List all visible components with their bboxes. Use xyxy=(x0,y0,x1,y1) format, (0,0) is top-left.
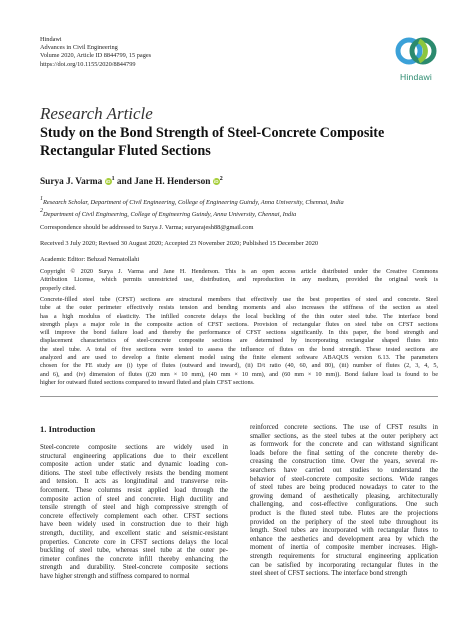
abstract-line: will improve the bond failure load and thereby the performance of CFST sections significantly. In this paper, the bond strength and xyxy=(40,329,438,337)
body-line: behavior of steel-concrete composite sections. Wide ranges xyxy=(250,475,438,483)
orcid-icon[interactable]: iD xyxy=(213,179,219,184)
body-line: can be satisfied by incorporating rectangular flutes in the xyxy=(250,561,438,569)
journal-info xyxy=(40,36,151,69)
article-type: Research Article xyxy=(40,104,153,123)
body-line: steel sheet of CFST sections. The interface bond strength xyxy=(250,570,408,578)
abstract-line: chosen for the FE study are (i) type of flutes (outward and inward), (ii) D/t ratio (40, 60, and 80), (iii) number of flutes (2, 3, 4, 5, xyxy=(40,362,438,370)
body-line: loads before the final setting of the concrete thereby de- xyxy=(250,449,438,457)
author-name[interactable]: Jane H. Henderson xyxy=(134,177,211,187)
abstract-line: and 6), and (iv) dimension of flutes ((20 mm × 10 mm), (40 mm × 10 mm), and (60 mm × 10 mm)). Bond failure load is found to be xyxy=(40,370,438,378)
article-title xyxy=(40,124,440,160)
body-line: ditions. The steel tube effectively resists the bending moment xyxy=(40,469,228,477)
body-line: as formwork for the concrete and can withstand significant xyxy=(250,441,438,449)
body-column-left xyxy=(40,444,228,582)
body-line: smaller sections, as the steel tubes at the outer periphery act xyxy=(250,432,438,440)
body-line: rimeter confines the concrete infill thereby enhancing the xyxy=(40,555,228,563)
abstract-line: has a high modulus of elasticity. The infilled concrete delays the local buckling of the thin outer steel tube. The interface bond xyxy=(40,312,438,320)
abstract-line: tube at the outer perimeter effectively resists tension and bending moments and also increases the stiffness of the section as steel xyxy=(40,304,438,312)
body-line: buckling of steel tube, whereas steel tube at the outer pe- xyxy=(40,547,228,555)
affiliation-text: Department of Civil Engineering, College of Engineering Guindy, Anna University, Chennai, India xyxy=(43,211,297,219)
body-line: strength and durability. Steel-concrete composite sections xyxy=(40,564,228,572)
abstract-line: Concrete-filled steel tube (CFST) sections are structural members that effectively use the best properties of steel and concrete. Steel xyxy=(40,296,438,303)
affiliation-marker: 1 xyxy=(111,176,115,182)
body-line: reinforced concrete sections. The use of CFST results in xyxy=(250,424,438,431)
abstract-line: strength plays a major role in the composite action of CFST sections. Provision of rectangular flutes on steel tube on CFST sections xyxy=(40,320,438,328)
affiliation-marker: 2 xyxy=(219,176,223,182)
affiliations xyxy=(40,195,344,220)
affiliation-marker: 2 xyxy=(40,208,43,215)
volume-line: Volume 2020, Article ID 8844799, 15 pages xyxy=(40,52,152,60)
copyright-line: properly cited. xyxy=(40,284,77,292)
body-line: length. Steel tubes are incorporated with rectangular flutes to xyxy=(250,527,438,535)
abstract-line: analyzed and are used to develop a finite element model using the finite element software ABAQUS version 6.13. The parameters xyxy=(40,354,438,362)
author-connector: and xyxy=(114,177,135,187)
body-line: strength requirements for structural engineering application xyxy=(250,552,438,560)
abstract-line: displacement characteristics of steel-concrete composite sections are determined by incorporating rectangular shaped flutes into xyxy=(40,337,438,345)
section-heading: 1. Introduction xyxy=(40,424,96,434)
body-line: challenging, and cost-effective configurations. One such xyxy=(250,501,438,509)
body-line: provided on the periphery of the steel tube throughout its xyxy=(250,518,438,526)
body-line: concrete effectively complement each other. CFST sections xyxy=(40,512,228,520)
affiliation-item xyxy=(40,195,344,207)
logo-wordmark: Hindawi xyxy=(400,72,432,82)
body-line: have higher strength and stiffness compared to normal xyxy=(40,572,190,580)
journal-title: Advances in Civil Engineering xyxy=(40,44,118,52)
body-line: creasing the construction time. Over the years, several re- xyxy=(250,458,438,466)
abstract-line: the steel tube. A total of five sections were tested to assess the influence of flutes on the bond strength. These tested sections are xyxy=(40,345,438,353)
body-line: tensile strength of steel and high compressive strength of xyxy=(40,504,228,512)
publication-dates: Received 3 July 2020; Revised 30 August 2020; Accepted 23 November 2020; Published 15 December 2020 xyxy=(40,240,319,247)
abstract-line: higher for outward fluted sections compared to inward fluted and plain CFST sections. xyxy=(40,378,255,386)
body-line: forcement. These columns resist applied load through the xyxy=(40,486,228,494)
hindawi-logo xyxy=(392,34,440,86)
body-line: product is the fluted steel tube. Flutes are the projections xyxy=(250,509,438,517)
body-line: strength, ductility, and excellent static and seismic-resistant xyxy=(40,529,228,537)
body-line: have been widely used in construction due to their high xyxy=(40,521,228,529)
academic-editor: Academic Editor: Behzad Nematollahi xyxy=(40,256,140,263)
doi-link[interactable]: https://doi.org/10.1155/2020/8844799 xyxy=(40,60,136,68)
body-line: growing demand of aesthetically pleasing, architecturally xyxy=(250,492,438,500)
title-line: Rectangular Fluted Sections xyxy=(40,143,211,159)
body-line: enhance the aesthetics and development area by which the xyxy=(250,535,438,543)
publisher-name: Hindawi xyxy=(40,36,62,43)
body-line: composite action of steel and concrete. High ductility and xyxy=(40,495,228,503)
affiliation-marker: 1 xyxy=(40,196,43,202)
title-line: Study on the Bond Strength of Steel-Concrete Composite xyxy=(40,125,385,141)
body-column-right xyxy=(250,424,438,579)
body-line: composite action under static and dynamic loading con- xyxy=(40,461,228,469)
body-line: searchers have carried out studies to understand the xyxy=(250,466,438,474)
body-line: moment of inertia of composite member increases. High- xyxy=(250,544,438,552)
abstract xyxy=(40,296,438,390)
affiliation-text: Research Scholar, Department of Civil Engineering, College of Engineering Guindy, Anna University, Chennai, India xyxy=(43,199,344,206)
body-line: structural engineering applications due to their excellent xyxy=(40,452,228,460)
correspondence: Correspondence should be addressed to Surya J. Varma; suryarajesh88@gmail.com xyxy=(40,224,254,231)
orcid-icon[interactable]: iD xyxy=(105,179,111,184)
copyright-line: Attribution License, which permits unrestricted use, distribution, and reproduction in any medium, provided the original work is xyxy=(40,276,438,284)
section-divider xyxy=(40,396,438,397)
body-line: and tension. It acts as longitudinal and transverse rein- xyxy=(40,478,228,486)
author-name[interactable]: Surya J. Varma xyxy=(40,177,103,187)
hindawi-logo-icon xyxy=(392,34,440,72)
body-line: of steel tubes are being produced nowadays to cater to the xyxy=(250,484,438,492)
author-list xyxy=(40,176,223,187)
affiliation-item xyxy=(40,207,344,219)
body-line: properties. Concrete core in CFST sections delays the local xyxy=(40,538,228,546)
body-line: Steel-concrete composite sections are widely used in xyxy=(40,444,228,451)
copyright-line: Copyright © 2020 Surya J. Varma and Jane H. Henderson. This is an open access article distributed under the Creative Commons xyxy=(40,268,438,275)
copyright-notice xyxy=(40,268,438,296)
